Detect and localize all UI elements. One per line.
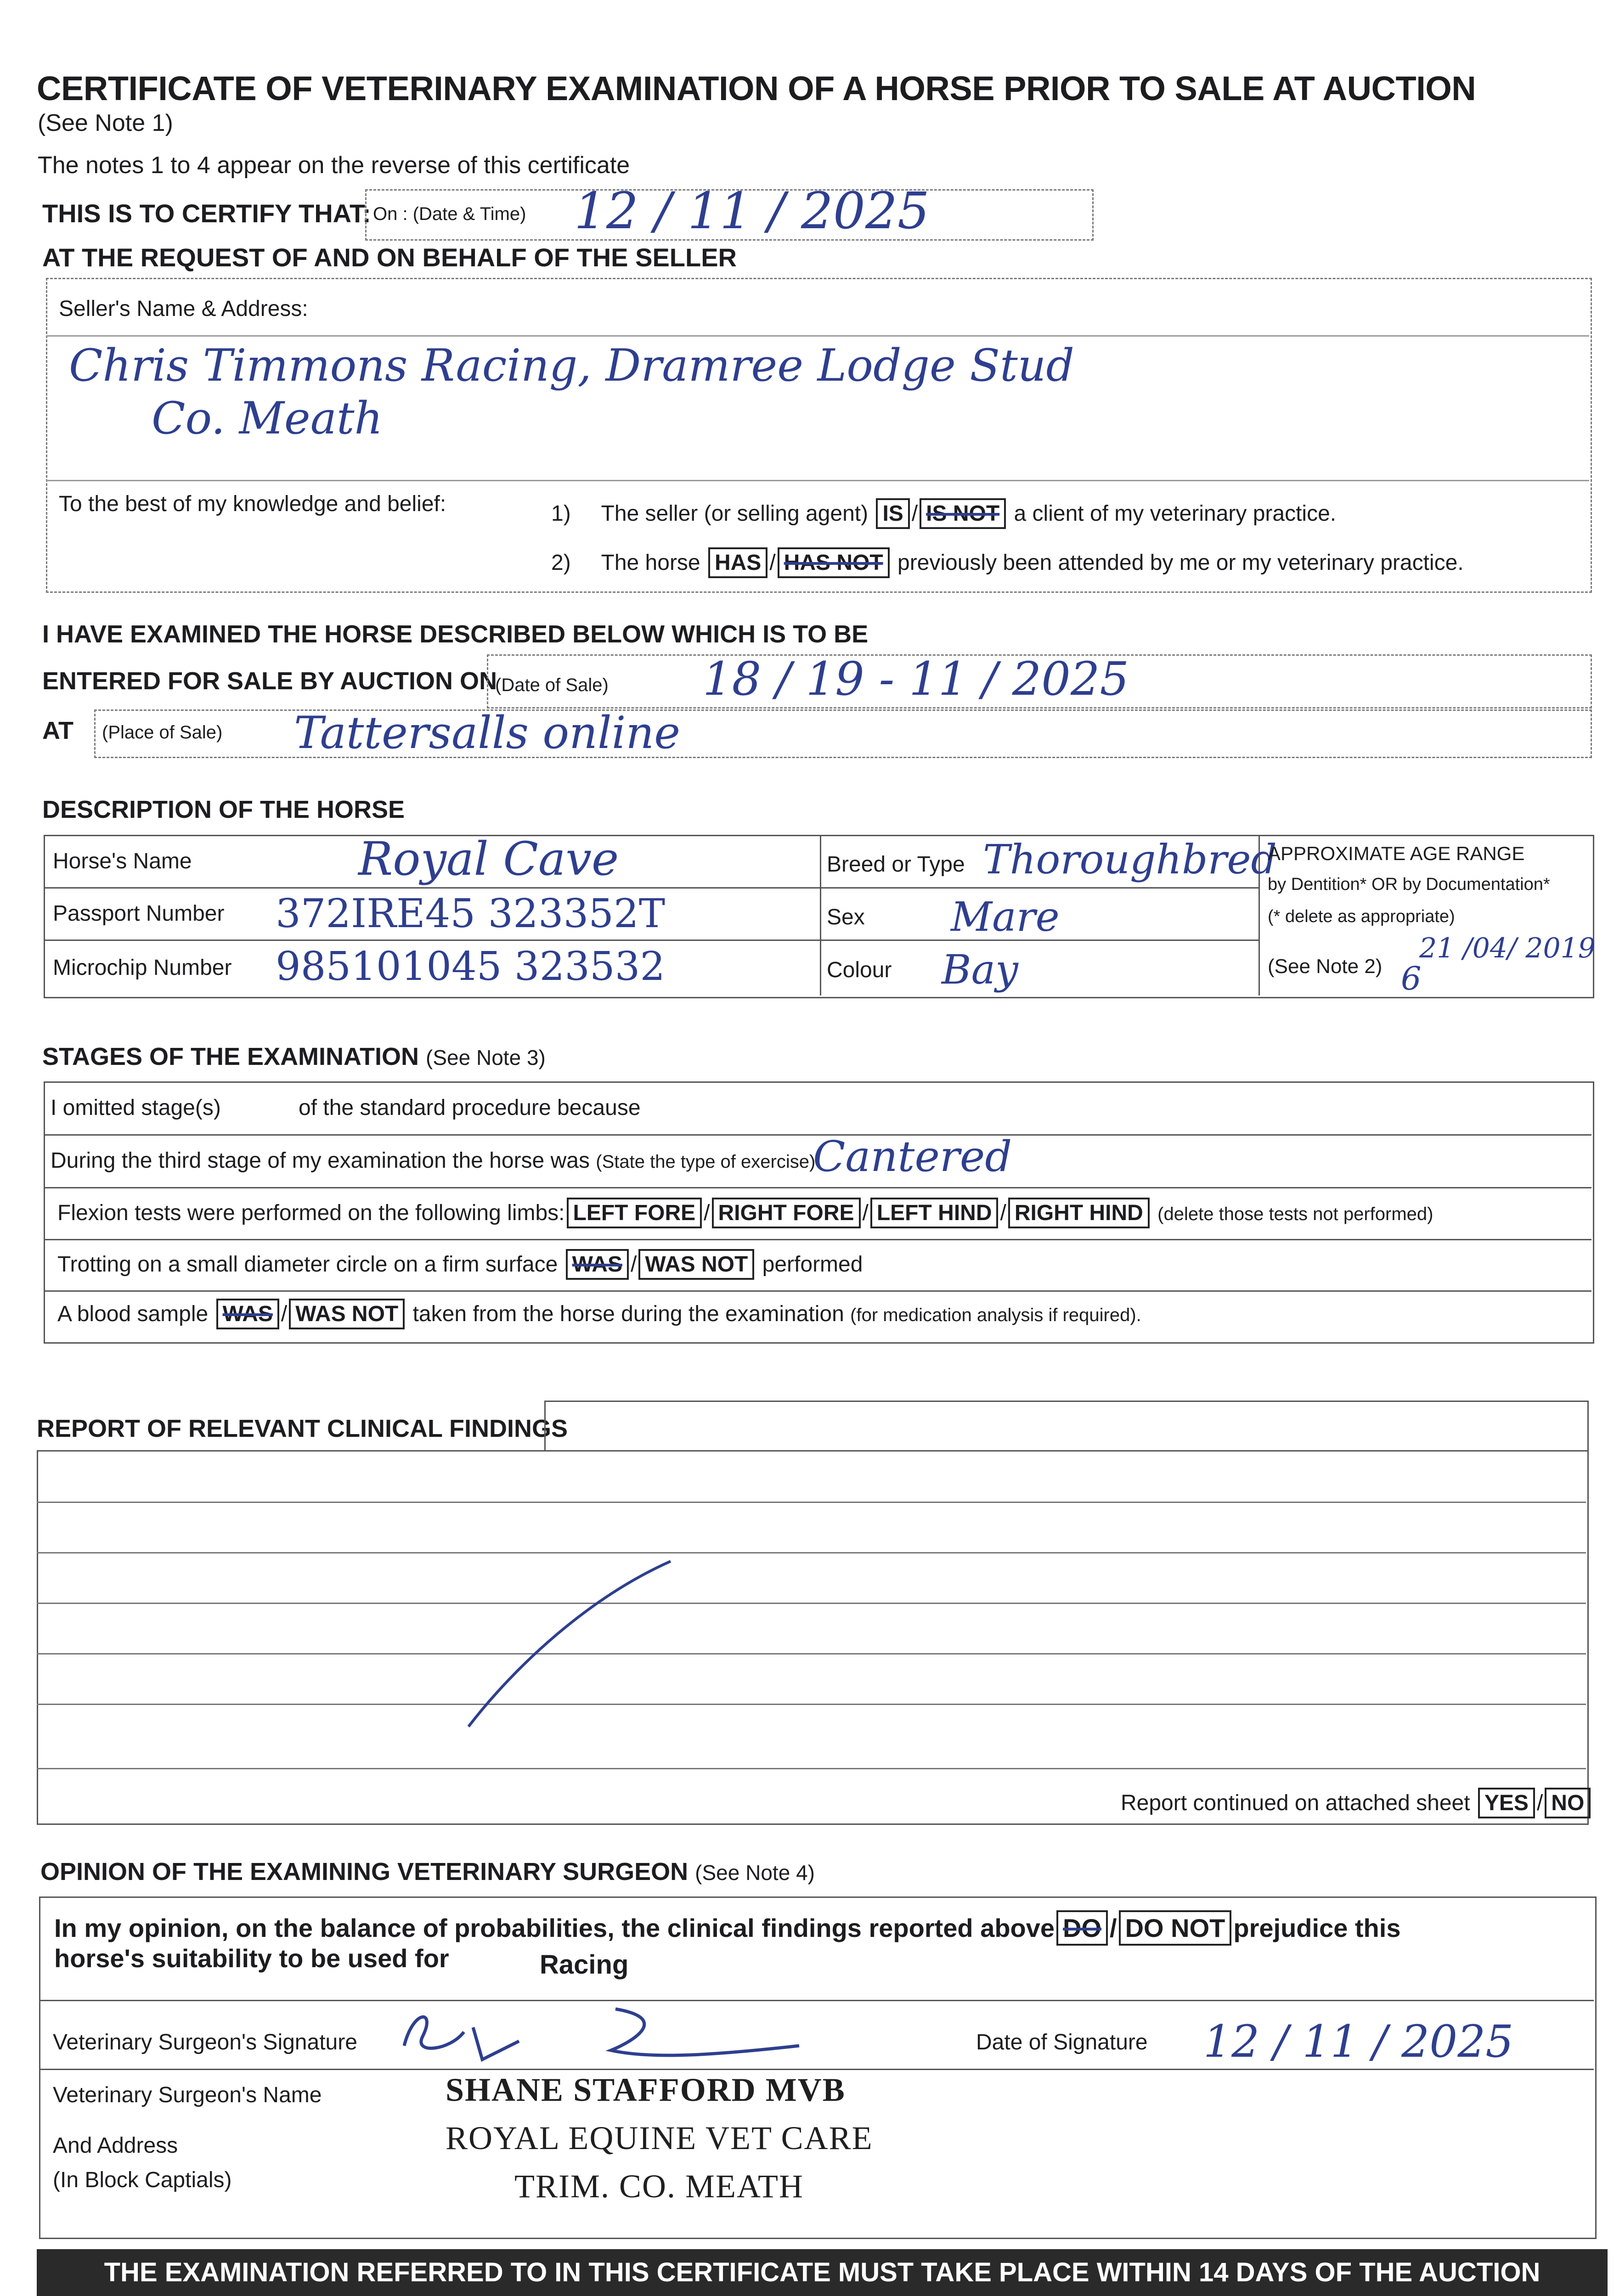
continued-yes-option[interactable]: YES: [1478, 1788, 1535, 1818]
see-note-1: (See Note 1): [38, 110, 173, 136]
vet-name-label: Veterinary Surgeon's Name: [53, 2083, 322, 2107]
report-line: [37, 1704, 1586, 1705]
report-continued-label: Report continued on attached sheet: [1121, 1791, 1470, 1815]
sex-value: Mare: [951, 893, 1060, 940]
has-option[interactable]: HAS: [708, 547, 767, 578]
statement1-pre: The seller (or selling agent): [601, 501, 869, 526]
blood-pre: A blood sample: [57, 1302, 209, 1326]
seller-divider-2: [46, 480, 1589, 481]
trotting-was-option[interactable]: WAS: [566, 1249, 629, 1280]
trotting-post: performed: [762, 1252, 863, 1277]
description-row-divider: [44, 887, 1258, 889]
description-heading: DESCRIPTION OF THE HORSE: [42, 796, 405, 823]
do-option[interactable]: DO: [1056, 1910, 1108, 1946]
request-label: AT THE REQUEST OF AND ON BEHALF OF THE SELLER: [42, 243, 737, 272]
block-capitals-label: (In Block Captials): [53, 2168, 232, 2192]
is-not-option[interactable]: IS NOT: [920, 498, 1006, 529]
horse-name-label: Horse's Name: [53, 849, 192, 873]
trotting-pre: Trotting on a small diameter circle on a firm surface: [57, 1252, 558, 1277]
colour-label: Colour: [827, 958, 892, 982]
blood-note: (for medication analysis if required).: [850, 1305, 1141, 1325]
opinion-line1: In my opinion, on the balance of probabilities, the clinical findings reported above DO / DO NOT prejudice this: [54, 1910, 1400, 1946]
report-line: [37, 1768, 1586, 1769]
opinion-line2: horse's suitability to be used for: [54, 1944, 449, 1973]
age-by: by Dentition* OR by Documentation*: [1268, 875, 1550, 894]
sale-date-label: (Date of Sale): [495, 675, 609, 695]
has-not-option[interactable]: HAS NOT: [778, 547, 890, 578]
notes-line: The notes 1 to 4 appear on the reverse of this certificate: [38, 152, 630, 179]
footer-banner: THE EXAMINATION REFERRED TO IN THIS CERTIFICATE MUST TAKE PLACE WITHIN 14 DAYS OF THE AUCTION: [37, 2249, 1608, 2296]
stages-heading-text: STAGES OF THE EXAMINATION: [42, 1043, 419, 1070]
age-label: APPROXIMATE AGE RANGE: [1268, 843, 1525, 864]
omitted-post: of the standard procedure because: [299, 1096, 641, 1120]
report-line: [37, 1603, 1586, 1604]
certificate-title: CERTIFICATE OF VETERINARY EXAMINATION OF A HORSE PRIOR TO SALE AT AUCTION: [37, 69, 1476, 107]
trotting-was-not-option[interactable]: WAS NOT: [638, 1249, 754, 1280]
flexion-label: Flexion tests were performed on the following limbs:: [57, 1201, 565, 1225]
blood-post: taken from the horse during the examination: [412, 1302, 844, 1326]
statement-1: 1) The seller (or selling agent) IS / IS NOT a client of my veterinary practice.: [551, 498, 1336, 529]
report-line: [37, 1653, 1586, 1654]
certify-label: THIS IS TO CERTIFY THAT:: [42, 199, 371, 228]
sale-place-value: Tattersalls online: [294, 707, 681, 759]
date-time-label: On : (Date & Time): [373, 204, 526, 224]
age-delete: (* delete as appropriate): [1268, 907, 1455, 926]
blood-was-option[interactable]: WAS: [216, 1299, 279, 1329]
microchip-value: 985101045 323532: [276, 944, 666, 990]
horse-name-value: Royal Cave: [358, 832, 619, 886]
stamp-line-2: ROYAL EQUINE VET CARE: [446, 2120, 873, 2156]
sex-label: Sex: [827, 905, 865, 929]
statement2-post: previously been attended by me or my veterinary practice.: [897, 551, 1464, 575]
statement1-num: 1): [551, 501, 571, 526]
stages-row-divider-2: [44, 1187, 1591, 1188]
right-hind-option[interactable]: RIGHT HIND: [1008, 1198, 1150, 1228]
passport-value: 372IRE45 323352T: [276, 891, 666, 937]
knowledge-label: To the best of my knowledge and belief:: [59, 492, 446, 516]
examined-label: I HAVE EXAMINED THE HORSE DESCRIBED BELOW WHICH IS TO BE: [42, 620, 869, 648]
stages-heading-note: (See Note 3): [426, 1046, 546, 1069]
age-dob: 21 /04/ 2019: [1419, 932, 1596, 964]
date-signature-value: 12 / 11 / 2025: [1203, 2016, 1514, 2067]
report-continued-row: Report continued on attached sheet YES / NO: [1121, 1788, 1592, 1818]
stamp-line-1: SHANE STAFFORD MVB: [446, 2071, 846, 2108]
blood-row: A blood sample WAS / WAS NOT taken from the horse during the examination (for medication analysis if required).: [57, 1299, 1141, 1329]
third-stage-note: (State the type of exercise): [596, 1152, 816, 1172]
breed-label: Breed or Type: [827, 852, 965, 877]
seller-line1: Chris Timmons Racing, Dramree Lodge Stud: [69, 340, 1074, 391]
seller-divider: [46, 335, 1589, 337]
passport-label: Passport Number: [53, 901, 225, 926]
stages-heading: [42, 1042, 546, 1071]
entered-label: ENTERED FOR SALE BY AUCTION ON: [42, 667, 497, 695]
right-fore-option[interactable]: RIGHT FORE: [712, 1198, 861, 1228]
third-stage-value: Cantered: [813, 1132, 1012, 1181]
seller-line2: Co. Meath: [152, 393, 383, 444]
statement-2: 2) The horse HAS / HAS NOT previously been attended by me or my veterinary practice.: [551, 547, 1464, 578]
description-col-divider: [820, 835, 821, 996]
colour-value: Bay: [942, 946, 1018, 993]
opinion-row-divider-2: [39, 2069, 1594, 2070]
stamp-line-3: TRIM. CO. MEATH: [514, 2168, 804, 2205]
report-line: [37, 1552, 1586, 1553]
trotting-row: Trotting on a small diameter circle on a firm surface WAS / WAS NOT performed: [57, 1249, 863, 1280]
age-note: (See Note 2): [1268, 955, 1383, 978]
signature-label: Veterinary Surgeon's Signature: [53, 2030, 357, 2054]
at-label: AT: [42, 717, 73, 744]
flexion-row: Flexion tests were performed on the following limbs: LEFT FORE / RIGHT FORE / LEFT HIND / RIGHT HIND (delete those tests not performed): [57, 1198, 1433, 1228]
opinion-row-divider: [39, 2000, 1594, 2001]
third-stage: [51, 1148, 815, 1173]
report-line: [37, 1502, 1586, 1503]
seller-label: Seller's Name & Address:: [59, 297, 308, 321]
report-heading: REPORT OF RELEVANT CLINICAL FINDINGS: [37, 1415, 568, 1442]
vet-signature: [395, 2000, 808, 2069]
opinion-heading: [40, 1857, 815, 1886]
statement2-pre: The horse: [601, 551, 700, 575]
stages-row-divider-4: [44, 1290, 1591, 1292]
microchip-label: Microchip Number: [53, 956, 232, 980]
opinion-heading-note: (See Note 4): [695, 1861, 815, 1885]
opinion-purpose: Racing: [540, 1950, 629, 1980]
sale-place-label: (Place of Sale): [102, 722, 223, 743]
is-option[interactable]: IS: [876, 498, 909, 529]
third-stage-label: During the third stage of my examination the horse was: [51, 1148, 590, 1173]
opinion-line1-pre: In my opinion, on the balance of probabilities, the clinical findings reported above: [54, 1913, 1055, 1942]
report-header-cell: [544, 1401, 1589, 1452]
continued-no-option[interactable]: NO: [1545, 1788, 1591, 1818]
do-not-option[interactable]: DO NOT: [1119, 1910, 1232, 1946]
date-signature-label: Date of Signature: [976, 2030, 1148, 2054]
left-hind-option[interactable]: LEFT HIND: [870, 1198, 999, 1228]
opinion-line1-post: prejudice this: [1233, 1913, 1401, 1942]
statement2-num: 2): [551, 551, 571, 575]
report-strike-line: [413, 1552, 735, 1736]
date-time-value: 12 / 11 / 2025: [574, 181, 930, 240]
address-label: And Address: [53, 2133, 178, 2158]
statement1-post: a client of my veterinary practice.: [1014, 501, 1337, 526]
opinion-heading-text: OPINION OF THE EXAMINING VETERINARY SURGEON: [40, 1858, 688, 1885]
blood-was-not-option[interactable]: WAS NOT: [289, 1299, 405, 1329]
description-row-divider-2: [44, 940, 1258, 941]
left-fore-option[interactable]: LEFT FORE: [567, 1198, 702, 1228]
omitted-label: I omitted stage(s): [51, 1096, 221, 1120]
sale-date-value: 18 / 19 - 11 / 2025: [703, 652, 1129, 706]
age-value: 6: [1401, 960, 1422, 997]
breed-value: Thoroughbred: [983, 836, 1277, 883]
flexion-note: (delete those tests not performed): [1157, 1204, 1433, 1224]
stages-row-divider-3: [44, 1239, 1591, 1240]
